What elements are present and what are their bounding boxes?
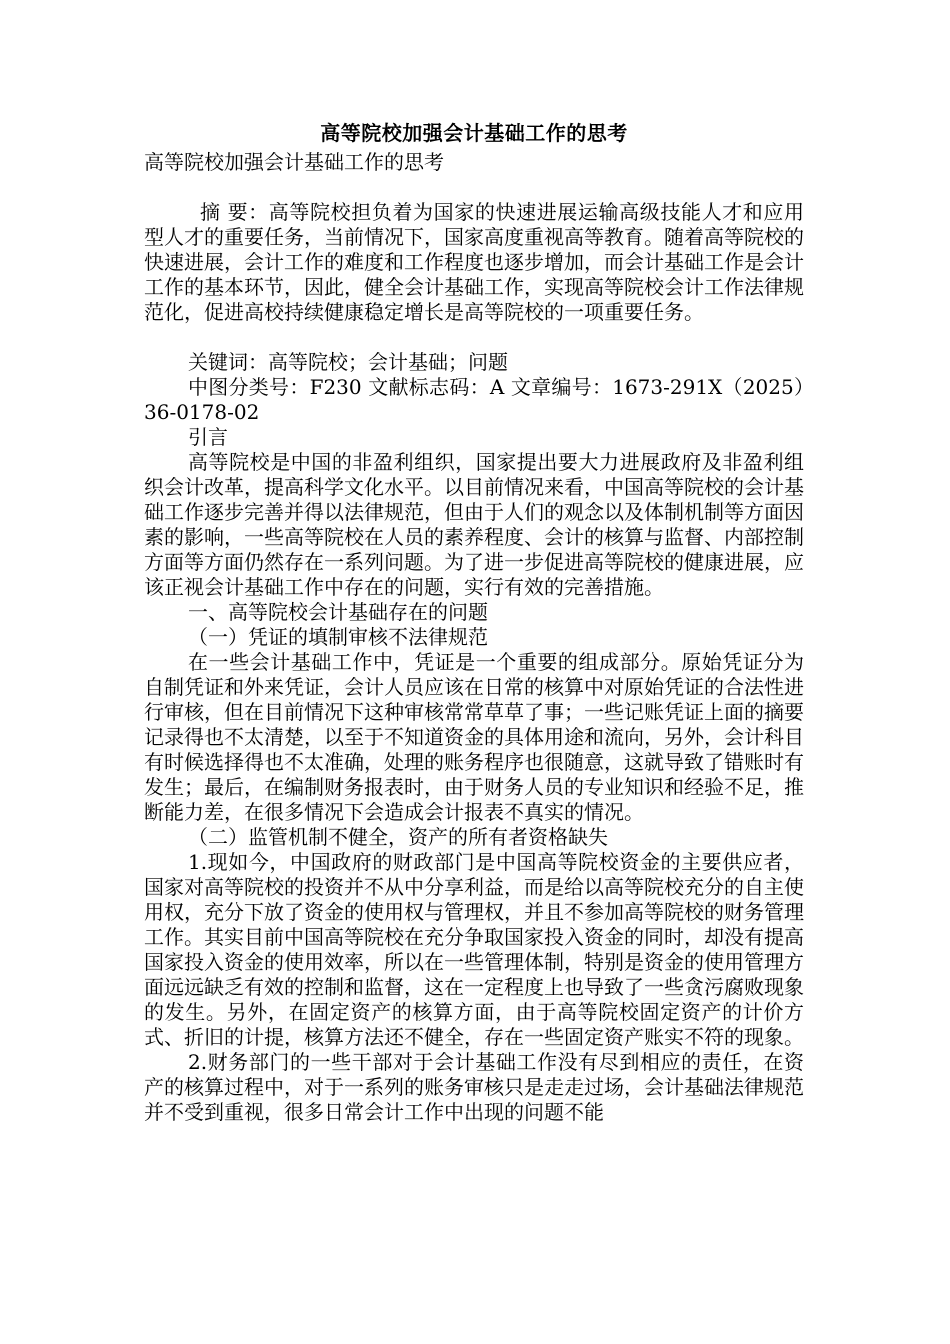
document-title: 高等院校加强会计基础工作的思考 [320, 121, 628, 145]
intro-heading: 引言 [188, 425, 228, 449]
spacer [144, 325, 804, 350]
subsection-1-paragraph: 在一些会计基础工作中，凭证是一个重要的组成部分。原始凭证分为自制凭证和外来凭证，会计人员应该在日常的核算中对原始凭证的合法性进行审核，但在目前情况下这种审核常常草草了事；一些记账凭证上面的摘要记录得也不太清楚，以至于不知道资金的具体用途和流向，另外，会计科目有时候选择得也不太准确，处理的账务程序也很随意，这就导致了错账时有发生；最后，在编制财务报表时，由于财务人员的专业知识和经验不足，推断能力差，在很多情况下会造成会计报表不真实的情况。 [144, 650, 804, 824]
subsection-2-item-2: 2.财务部门的一些干部对于会计基础工作没有尽到相应的责任，在资产的核算过程中，对于一系列的账务审核只是走走过场，会计基础法律规范并不受到重视，很多日常会计工作中出现的问题不能 [144, 1050, 804, 1124]
spacer [144, 175, 804, 200]
subsection-2-item-1: 1.现如今，中国政府的财政部门是中国高等院校资金的主要供应者，国家对高等院校的投资并不从中分享利益，而是给以高等院校充分的自主使用权，充分下放了资金的使用权与管理权，并且不参加高等院校的财务管理工作。其实目前中国高等院校在充分争取国家投入资金的同时，却没有提高国家投入资金的使用效率，所以在一些管理体制，特别是资金的使用管理方面远远缺乏有效的控制和监督，这在一定程度上也导致了一些贪污腐败现象的发生。另外，在固定资产的核算方面，由于高等院校固定资产的计价方式、折旧的计提，核算方法还不健全，存在一些固定资产账实不符的现象。 [144, 850, 804, 1049]
section-heading-1: 一、高等院校会计基础存在的问题 [188, 600, 488, 624]
document-subtitle: 高等院校加强会计基础工作的思考 [144, 150, 444, 174]
intro-paragraph: 高等院校是中国的非盈利组织，国家提出要大力进展政府及非盈利组织会计改革，提高科学文化水平。以目前情况来看，中国高等院校的会计基础工作逐步完善并得以法律规范，但由于人们的观念以及体制机制等方面因素的影响，一些高等院校在人员的素养程度、会计的核算与监督、内部控制方面等方面仍然存在一系列问题。为了进一步促进高等院校的健康进展，应该正视会计基础工作中存在的问题，实行有效的完善措施。 [144, 450, 804, 599]
abstract-paragraph: 摘 要：高等院校担负着为国家的快速进展运输高级技能人才和应用型人才的重要任务，当前情况下，国家高度重视高等教育。随着高等院校的快速进展，会计工作的难度和工作程度也逐步增加，而会计基础工作是会计工作的基本环节，因此，健全会计基础工作，实现高等院校会计工作法律规范化，促进高校持续健康稳定增长是高等院校的一项重要任务。 [144, 200, 804, 324]
subsection-heading-1: （一）凭证的填制审核不法律规范 [188, 625, 488, 649]
document-page [144, 118, 804, 1125]
subsection-heading-2: （二）监管机制不健全，资产的所有者资格缺失 [188, 825, 608, 849]
keywords-line: 关键词：高等院校；会计基础；问题 [188, 350, 508, 374]
classification-line: 中图分类号：F230 文献标志码：A 文章编号：1673-291X（2025）36-0178-02 [144, 375, 804, 424]
